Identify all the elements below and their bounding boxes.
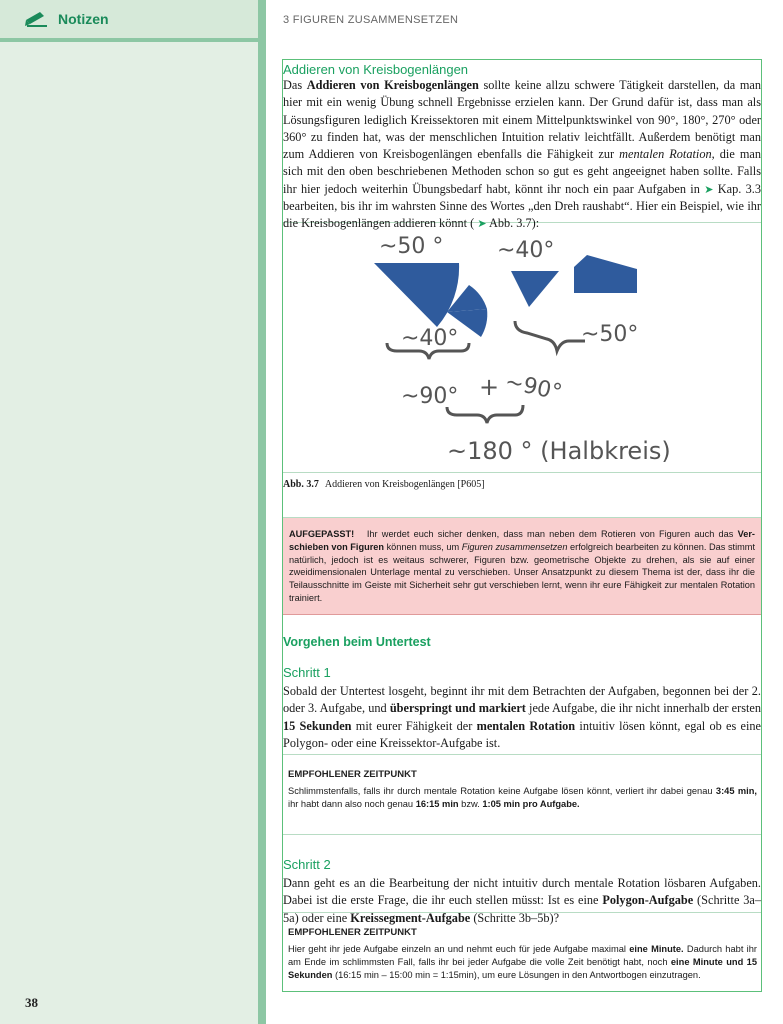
tip1-text: Schlimmstenfalls, falls ihr durch mentale Rotation keine Aufgabe lösen könnt, verliert ihr dabei genau 3:45 min, ihr habt dann also noch genau 16:15 min bzw. 1:05 min pro Aufgabe.: [288, 786, 757, 809]
sidebar-divider: [258, 0, 266, 1024]
figure-3-7: [283, 223, 761, 473]
running-header: 3 FIGUREN ZUSAMMENSETZEN: [283, 14, 459, 26]
arrow-icon: ➤: [704, 182, 714, 196]
label-40-c: ~40°: [401, 326, 459, 351]
time-tip-box-1: [283, 755, 761, 835]
procedure-section: [283, 615, 761, 755]
step2-paragraph: Dann geht es an die Bearbeitung der nicht intuitiv durch mentale Rotation lösbaren Aufgaben. Dabei ist die erste Frage, die ihr euch stellen müsst: Ist es eine Polygon-Aufgabe (Schritte 3a–5a) oder eine Kreissegment-Aufgabe (Schritte 3b–5b)?: [283, 876, 761, 925]
figure-caption: [283, 473, 761, 518]
label-result: ~180 ° (Halbkreis): [447, 437, 671, 465]
page-number: 38: [25, 995, 38, 1010]
warning-box: AUFGEPASST! Ihr werdet euch sicher denken, dass man neben dem Rotieren von Figuren auch das Verschieben von Figuren können muss, um Figuren zusammensetzen erfolgreich bearbeiten zu können. Das stimmt natürlich, jedoch ist es weitaus schwerer, Figuren bzw. geometrische Objekte zu drehen, als sie auf einer zweidimensionalen Unterlage mental zu verschieben. Unser Ansatzpunkt zu diesem Thema ist der, dass ihr die Teilausschnitte im Geiste mit Sicherheit sehr gut verschieben lernt, wenn ihr eure Fähigkeit zur mentalen Rotation trainiert.: [283, 518, 761, 615]
step2-title: Schritt 2: [283, 857, 331, 872]
tip2-text: Hier geht ihr jede Aufgabe einzeln an und nehmt euch für jede Aufgabe maximal eine Minute. Dadurch habt ihr am Ende im schlimmsten Fall, falls ihr bei jeder Aufgabe die volle Zeit benötigt habt, noch eine Minute und 15 Sekunden (16:15 min – 15:00 min = 1:15min), um eure Lösungen in den Antwortbogen einzutragen.: [288, 944, 757, 980]
section-kreisbogen: [283, 60, 762, 231]
label-50-a: ~50 °: [379, 234, 444, 259]
step1-title: Schritt 1: [283, 665, 331, 680]
label-plus: +: [479, 373, 500, 401]
figure-reference-link[interactable]: Abb. 3.7):: [488, 216, 540, 231]
notes-label: Notizen: [58, 11, 109, 27]
section-paragraph: Das Addieren von Kreisbogenlängen sollte keine allzu schwere Tätigkeit darstellen, da man hier mit ein wenig Übung schnell Ergebnisse erzielen kann. Der Grund dafür ist, dass man als Lösungsfiguren lediglich Kreissektoren mit einem Mittelpunktswinkel von 90°, 180°, 270° oder 360° zu finden hat, was der menschlichen Intuition relativ leichtfällt. Außerdem benötigt man zum Addieren von Kreisbogenlängen ebenfalls die Fähigkeit zur mentalen Rotation, die man sich mit den oben beschriebenen Methoden schon so gut es geht angeeignet haben sollte. Falls ihr hier jedoch weiterhin Übungsbedarf habt, könnt ihr noch ein paar Aufgaben in ➤ Kap. 3.3 bearbeiten, bis ihr im wahrsten Sinne des Wortes „den Dreh raushabt“. Hier ein Beispiel, wie ihr die Kreisbogenlängen addieren könnt ( ➤ Abb. 3.7):: [283, 78, 762, 231]
sector-50-right: [574, 255, 637, 293]
sector-50: [374, 263, 459, 327]
procedure-title: Vorgehen beim Untertest: [283, 635, 431, 649]
chapter-reference-link[interactable]: Kap. 3.3 bearbeiten, bis ihr im wahrsten Sinne des Wortes „den Dreh raushabt“. Hier ein Beispiel, wie ihr die Kreisbogenlängen addieren könnt (: [283, 181, 762, 231]
content-frame: [282, 59, 762, 992]
sector-40-right: [511, 271, 559, 307]
figure-illustration: [319, 227, 729, 467]
label-90-e: ~90°: [401, 384, 459, 409]
tip2-title: EMPFOHLENER ZEITPUNKT: [288, 927, 417, 938]
brace-right: [515, 321, 585, 351]
label-50-d: ~50°: [581, 322, 639, 347]
notes-sidebar: [0, 0, 258, 1024]
arrow-icon: ➤: [477, 217, 487, 231]
notes-header: [0, 0, 258, 42]
pencil-icon: [24, 10, 48, 28]
warning-title: AUFGEPASST!: [289, 529, 355, 539]
step2-section: [283, 835, 761, 925]
tip1-title: EMPFOHLENER ZEITPUNKT: [288, 769, 417, 780]
caption-label: Abb. 3.7: [283, 479, 319, 490]
label-90-f: ~90°: [502, 369, 565, 406]
step1-paragraph: Sobald der Untertest losgeht, beginnt ihr mit dem Betrachten der Aufgaben, begonnen bei der 2. oder 3. Aufgabe, und überspringt und markiert jede Aufgabe, die ihr nicht innerhalb der ersten 15 Sekunden mit eurer Fähigkeit der mentalen Rotation intuitiv lösen könnt, egal ob es eine Polygon- oder eine Kreissektor-Aufgabe ist.: [283, 684, 762, 750]
label-40-b: ~40°: [497, 238, 555, 263]
caption-text: Addieren von Kreisbogenlängen [P605]: [324, 479, 485, 490]
section-heading: Addieren von Kreisbogenlängen: [283, 62, 469, 77]
